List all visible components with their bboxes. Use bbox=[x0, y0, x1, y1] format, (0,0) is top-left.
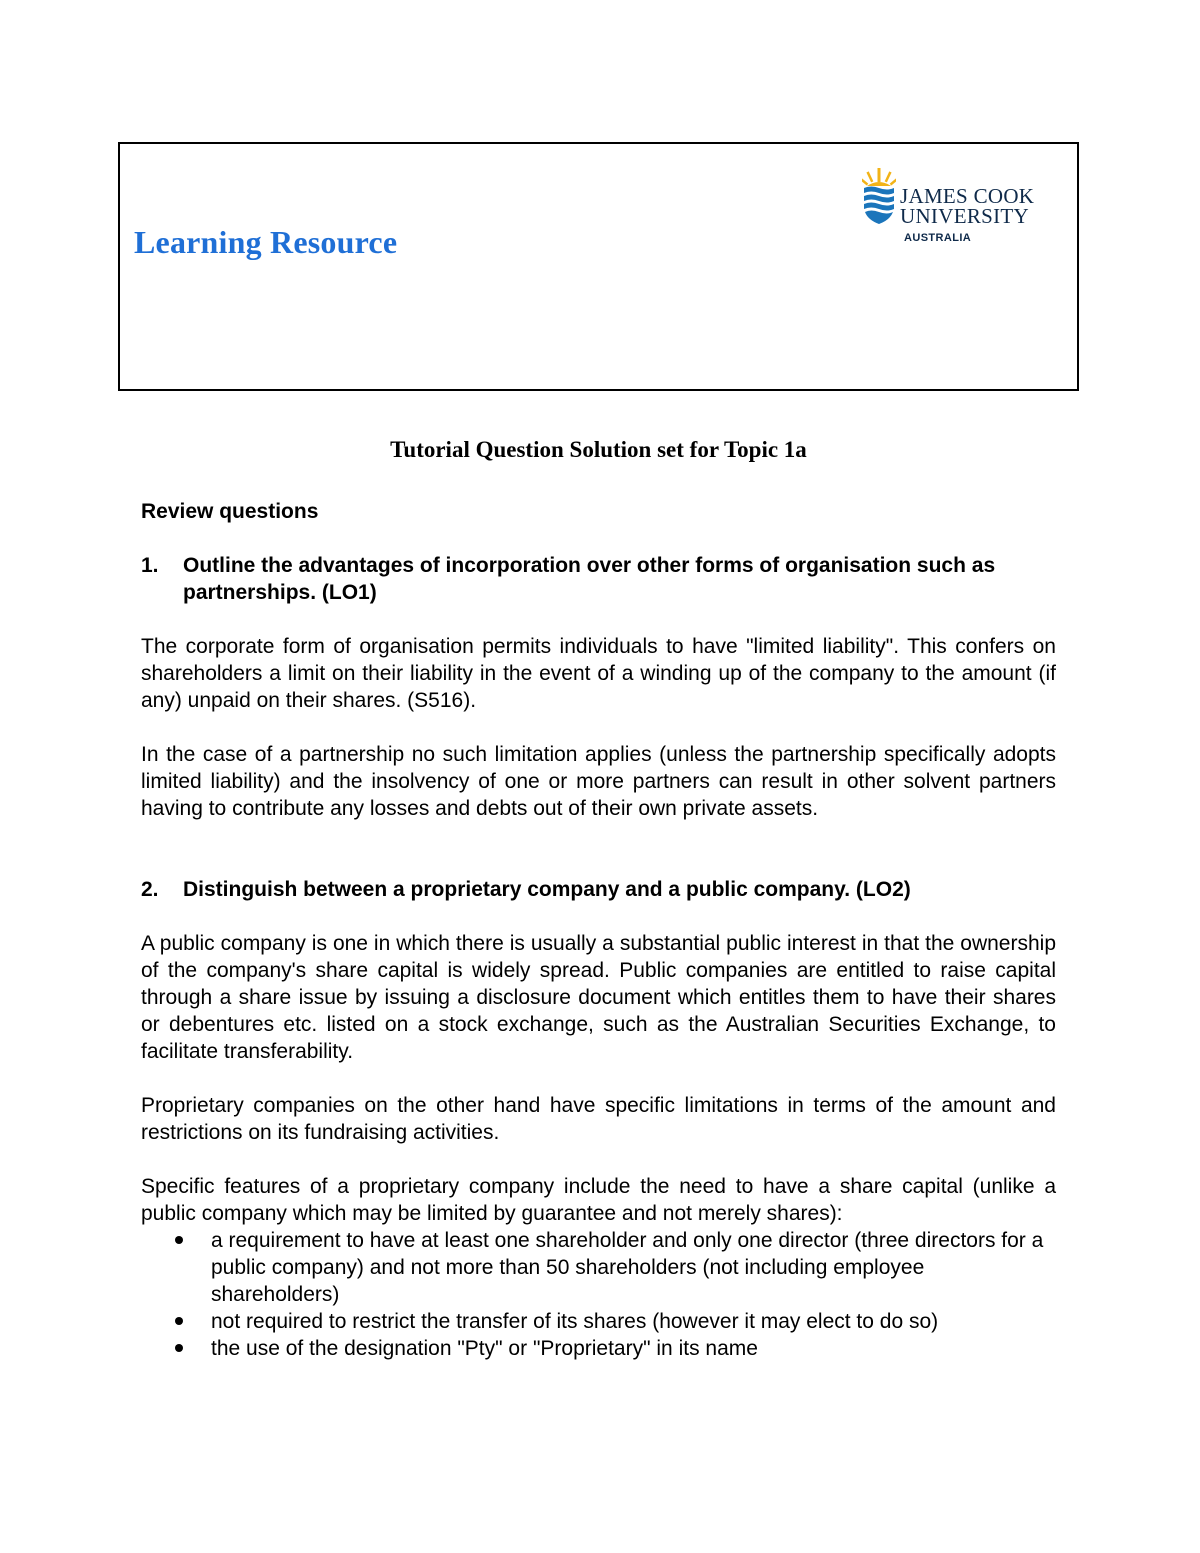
logo-line-james-cook: JAMES COOK bbox=[900, 184, 1035, 208]
question-text: Distinguish between a proprietary company and a public company. (LO2) bbox=[183, 878, 911, 901]
bullet-icon bbox=[141, 1335, 211, 1362]
document-body bbox=[141, 436, 1056, 1362]
answer-paragraph: The corporate form of organisation permits individuals to have "limited liability". This confers on shareholders a limit on their liability in the event of a winding up of the company to the amount (if any) unpaid on their shares. (S516). bbox=[141, 635, 1056, 712]
answer-paragraph: Proprietary companies on the other hand have specific limitations in terms of the amount and restrictions on its fundraising activities. bbox=[141, 1094, 1056, 1144]
list-item-text: a requirement to have at least one shareholder and only one director (three directors for a public company) and not more than 50 shareholders (not including employee shareholders) bbox=[211, 1229, 1044, 1306]
header-box bbox=[118, 142, 1079, 391]
list-item-text: not required to restrict the transfer of its shares (however it may elect to do so) bbox=[211, 1310, 939, 1333]
logo-line-australia: AUSTRALIA bbox=[904, 232, 972, 244]
logo-wordmark bbox=[900, 186, 1034, 245]
list-item bbox=[141, 1227, 1056, 1308]
jcu-crest-icon bbox=[862, 166, 896, 236]
bullet-icon bbox=[141, 1308, 211, 1335]
list-item bbox=[141, 1335, 1056, 1362]
question-2 bbox=[141, 876, 1056, 903]
feature-list bbox=[141, 1227, 1056, 1362]
answer-paragraph: In the case of a partnership no such limitation applies (unless the partnership specifically adopts limited liability) and the insolvency of one or more partners can result in other solvent partners having to contribute any losses and debts out of their own private assets. bbox=[141, 743, 1056, 820]
learning-resource-title: Learning Resource bbox=[134, 224, 398, 260]
spacer bbox=[141, 849, 1056, 876]
question-number: 2. bbox=[141, 878, 159, 901]
answer-paragraph: A public company is one in which there is usually a substantial public interest in that the ownership of the company's share capital is widely spread. Public companies are entitled to raise capital through a share issue by issuing a disclosure document which entitles them to have their shares or debentures etc. listed on a stock exchange, such as the Australian Securities Exchange, to facilitate transferability. bbox=[141, 932, 1056, 1063]
question-text: Outline the advantages of incorporation over other forms of organisation such as partnerships. (LO1) bbox=[183, 554, 996, 604]
section-heading: Review questions bbox=[141, 500, 319, 523]
list-item bbox=[141, 1308, 1056, 1335]
document-title: Tutorial Question Solution set for Topic 1a bbox=[390, 437, 807, 462]
bullet-icon bbox=[141, 1227, 211, 1308]
question-1 bbox=[141, 552, 1056, 606]
answer-paragraph: Specific features of a proprietary company include the need to have a share capital (unlike a public company which may be limited by guarantee and not merely shares): bbox=[141, 1175, 1056, 1225]
list-item-text: the use of the designation "Pty" or "Proprietary" in its name bbox=[211, 1337, 758, 1360]
logo-line-university: UNIVERSITY bbox=[900, 204, 1029, 228]
university-logo bbox=[862, 166, 1042, 246]
question-number: 1. bbox=[141, 554, 159, 577]
